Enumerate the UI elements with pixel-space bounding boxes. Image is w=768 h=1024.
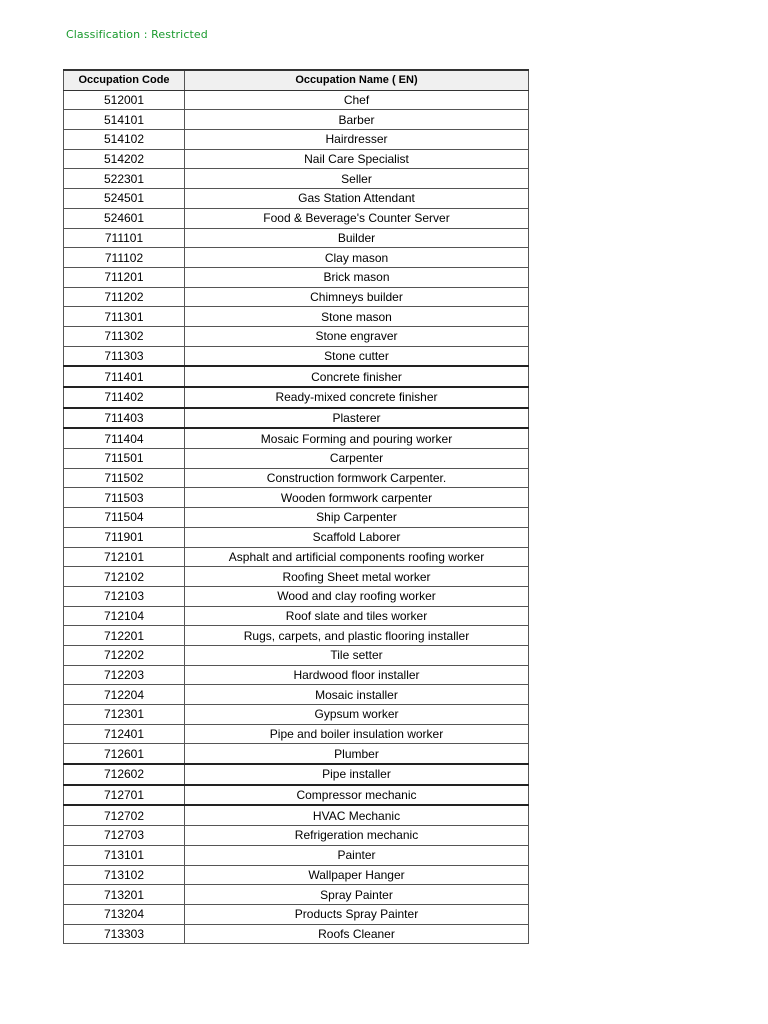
table-row bbox=[64, 228, 529, 248]
occupation-code-cell: 712102 bbox=[64, 567, 185, 587]
occupation-name-cell: Gas Station Attendant bbox=[185, 189, 529, 209]
occupation-code-cell: 711102 bbox=[64, 248, 185, 268]
table-row bbox=[64, 468, 529, 488]
occupation-code-cell: 712602 bbox=[64, 764, 185, 785]
table-row bbox=[64, 865, 529, 885]
occupation-code-cell: 711404 bbox=[64, 428, 185, 448]
occupation-code-cell: 711502 bbox=[64, 468, 185, 488]
occupation-code-cell: 711901 bbox=[64, 527, 185, 547]
table-row bbox=[64, 287, 529, 307]
header-row bbox=[64, 70, 529, 90]
occupation-code-cell: 712103 bbox=[64, 586, 185, 606]
occupation-code-cell: 712104 bbox=[64, 606, 185, 626]
occupation-code-cell: 514202 bbox=[64, 149, 185, 169]
table-row bbox=[64, 665, 529, 685]
occupation-code-cell: 711303 bbox=[64, 346, 185, 366]
occupation-code-cell: 713204 bbox=[64, 904, 185, 924]
table-row bbox=[64, 586, 529, 606]
table-row bbox=[64, 744, 529, 764]
table-row bbox=[64, 387, 529, 408]
occupation-name-cell: Tile setter bbox=[185, 645, 529, 665]
table-row bbox=[64, 208, 529, 228]
table-row bbox=[64, 110, 529, 130]
occupation-table bbox=[63, 69, 529, 944]
table-row bbox=[64, 428, 529, 448]
table-row bbox=[64, 547, 529, 567]
occupation-code-cell: 711202 bbox=[64, 287, 185, 307]
occupation-name-cell: Ship Carpenter bbox=[185, 508, 529, 528]
table-row bbox=[64, 326, 529, 346]
occupation-code-cell: 711403 bbox=[64, 408, 185, 429]
column-header-code: Occupation Code bbox=[64, 70, 185, 90]
occupation-name-cell: Roof slate and tiles worker bbox=[185, 606, 529, 626]
occupation-name-cell: Construction formwork Carpenter. bbox=[185, 468, 529, 488]
table-row bbox=[64, 606, 529, 626]
table-row bbox=[64, 508, 529, 528]
occupation-code-cell: 522301 bbox=[64, 169, 185, 189]
occupation-name-cell: Clay mason bbox=[185, 248, 529, 268]
table-row bbox=[64, 267, 529, 287]
occupation-name-cell: Mosaic installer bbox=[185, 685, 529, 705]
occupation-name-cell: Asphalt and artificial components roofing worker bbox=[185, 547, 529, 567]
table-row bbox=[64, 366, 529, 387]
occupation-name-cell: Chimneys builder bbox=[185, 287, 529, 307]
table-row bbox=[64, 826, 529, 846]
occupation-name-cell: Hairdresser bbox=[185, 130, 529, 150]
occupation-name-cell: Builder bbox=[185, 228, 529, 248]
table-row bbox=[64, 885, 529, 905]
occupation-code-cell: 711401 bbox=[64, 366, 185, 387]
occupation-code-cell: 512001 bbox=[64, 90, 185, 110]
occupation-code-cell: 711501 bbox=[64, 449, 185, 469]
occupation-code-cell: 712201 bbox=[64, 626, 185, 646]
occupation-code-cell: 712701 bbox=[64, 785, 185, 806]
table-row bbox=[64, 805, 529, 825]
occupation-code-cell: 712601 bbox=[64, 744, 185, 764]
occupation-code-cell: 711504 bbox=[64, 508, 185, 528]
occupation-name-cell: Roofing Sheet metal worker bbox=[185, 567, 529, 587]
occupation-name-cell: Roofs Cleaner bbox=[185, 924, 529, 944]
occupation-code-cell: 712204 bbox=[64, 685, 185, 705]
table-row bbox=[64, 449, 529, 469]
occupation-name-cell: Barber bbox=[185, 110, 529, 130]
occupation-name-cell: Brick mason bbox=[185, 267, 529, 287]
occupation-name-cell: Wooden formwork carpenter bbox=[185, 488, 529, 508]
occupation-name-cell: Hardwood floor installer bbox=[185, 665, 529, 685]
table-row bbox=[64, 248, 529, 268]
occupation-code-cell: 712702 bbox=[64, 805, 185, 825]
occupation-code-cell: 713101 bbox=[64, 845, 185, 865]
occupation-name-cell: Carpenter bbox=[185, 449, 529, 469]
occupation-name-cell: Stone cutter bbox=[185, 346, 529, 366]
table-row bbox=[64, 408, 529, 429]
occupation-code-cell: 712401 bbox=[64, 724, 185, 744]
table-row bbox=[64, 645, 529, 665]
occupation-code-cell: 711302 bbox=[64, 326, 185, 346]
occupation-code-cell: 524601 bbox=[64, 208, 185, 228]
occupation-name-cell: Seller bbox=[185, 169, 529, 189]
occupation-name-cell: Scaffold Laborer bbox=[185, 527, 529, 547]
occupation-code-cell: 711201 bbox=[64, 267, 185, 287]
table-row bbox=[64, 130, 529, 150]
occupation-code-cell: 711402 bbox=[64, 387, 185, 408]
occupation-name-cell: Spray Painter bbox=[185, 885, 529, 905]
occupation-code-cell: 514102 bbox=[64, 130, 185, 150]
occupation-code-cell: 713303 bbox=[64, 924, 185, 944]
occupation-code-cell: 514101 bbox=[64, 110, 185, 130]
occupation-code-cell: 711503 bbox=[64, 488, 185, 508]
occupation-name-cell: Gypsum worker bbox=[185, 705, 529, 725]
column-header-name: Occupation Name ( EN) bbox=[185, 70, 529, 90]
table-row bbox=[64, 705, 529, 725]
occupation-name-cell: Plasterer bbox=[185, 408, 529, 429]
occupation-name-cell: Nail Care Specialist bbox=[185, 149, 529, 169]
occupation-name-cell: Mosaic Forming and pouring worker bbox=[185, 428, 529, 448]
table-row bbox=[64, 189, 529, 209]
occupation-code-cell: 712202 bbox=[64, 645, 185, 665]
occupation-name-cell: Products Spray Painter bbox=[185, 904, 529, 924]
occupation-name-cell: Food & Beverage's Counter Server bbox=[185, 208, 529, 228]
occupation-code-cell: 713102 bbox=[64, 865, 185, 885]
occupation-name-cell: Refrigeration mechanic bbox=[185, 826, 529, 846]
table-row bbox=[64, 307, 529, 327]
occupation-name-cell: Concrete finisher bbox=[185, 366, 529, 387]
table-row bbox=[64, 488, 529, 508]
table-row bbox=[64, 904, 529, 924]
occupation-code-cell: 712203 bbox=[64, 665, 185, 685]
table-row bbox=[64, 764, 529, 785]
table-row bbox=[64, 346, 529, 366]
occupation-name-cell: Stone mason bbox=[185, 307, 529, 327]
occupation-code-cell: 712301 bbox=[64, 705, 185, 725]
occupation-name-cell: Stone engraver bbox=[185, 326, 529, 346]
table-row bbox=[64, 527, 529, 547]
occupation-name-cell: Chef bbox=[185, 90, 529, 110]
occupation-code-cell: 711101 bbox=[64, 228, 185, 248]
occupation-name-cell: Rugs, carpets, and plastic flooring installer bbox=[185, 626, 529, 646]
table-row bbox=[64, 567, 529, 587]
occupation-name-cell: Wood and clay roofing worker bbox=[185, 586, 529, 606]
occupation-code-cell: 713201 bbox=[64, 885, 185, 905]
table-body bbox=[64, 90, 529, 944]
occupation-name-cell: Wallpaper Hanger bbox=[185, 865, 529, 885]
table-row bbox=[64, 90, 529, 110]
table-header bbox=[64, 70, 529, 90]
table-row bbox=[64, 924, 529, 944]
occupation-name-cell: Pipe and boiler insulation worker bbox=[185, 724, 529, 744]
occupation-code-cell: 524501 bbox=[64, 189, 185, 209]
table-row bbox=[64, 845, 529, 865]
occupation-name-cell: Pipe installer bbox=[185, 764, 529, 785]
table-row bbox=[64, 169, 529, 189]
occupation-name-cell: Ready-mixed concrete finisher bbox=[185, 387, 529, 408]
table-row bbox=[64, 149, 529, 169]
occupation-code-cell: 711301 bbox=[64, 307, 185, 327]
table-row bbox=[64, 685, 529, 705]
table-row bbox=[64, 785, 529, 806]
occupation-name-cell: Plumber bbox=[185, 744, 529, 764]
occupation-name-cell: Compressor mechanic bbox=[185, 785, 529, 806]
occupation-code-cell: 712101 bbox=[64, 547, 185, 567]
occupation-name-cell: HVAC Mechanic bbox=[185, 805, 529, 825]
table-row bbox=[64, 724, 529, 744]
occupation-code-cell: 712703 bbox=[64, 826, 185, 846]
classification-label: Classification : Restricted bbox=[66, 28, 208, 41]
table-row bbox=[64, 626, 529, 646]
occupation-name-cell: Painter bbox=[185, 845, 529, 865]
